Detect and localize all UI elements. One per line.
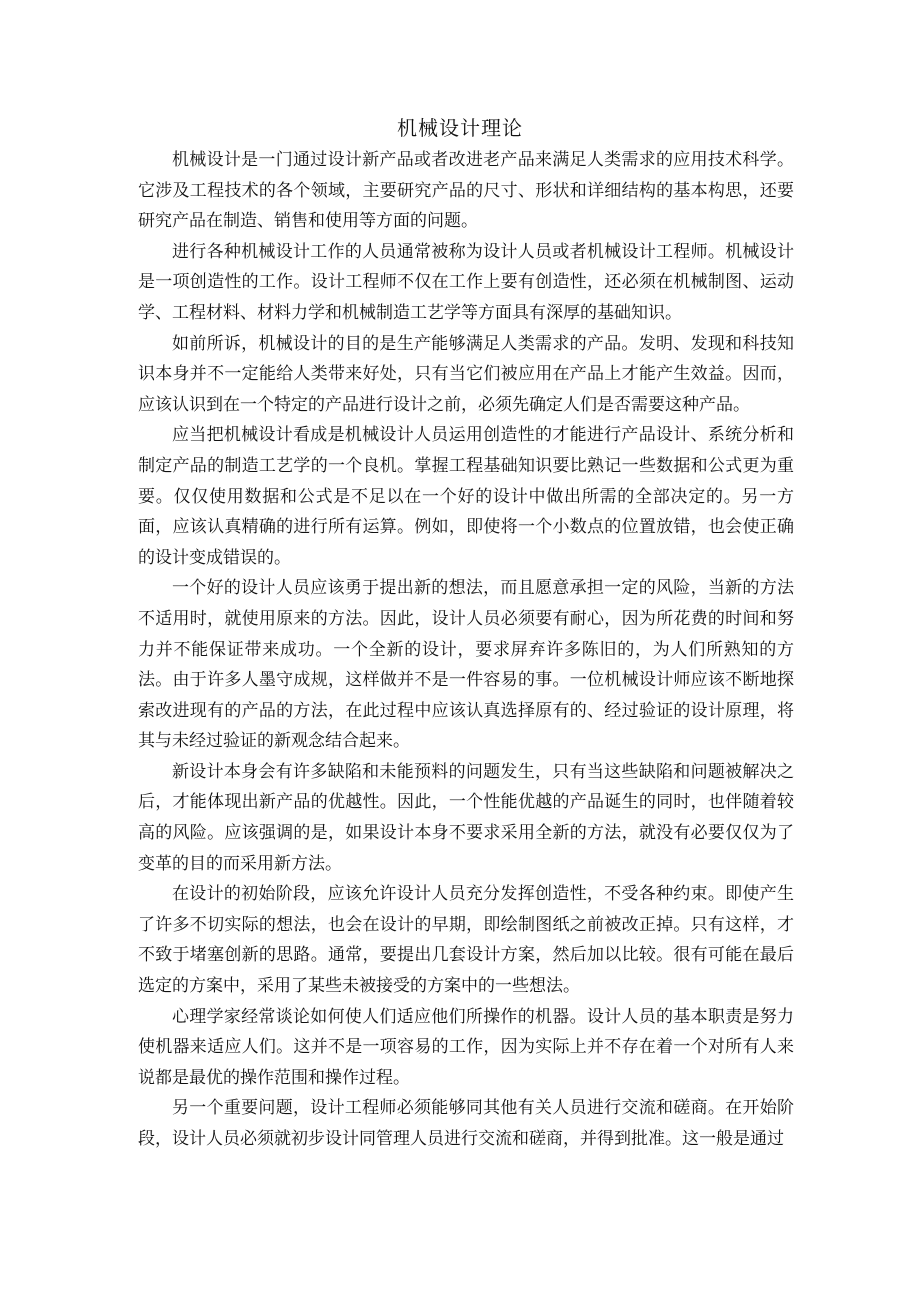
paragraph: 另一个重要问题，设计工程师必须能够同其他有关人员进行交流和磋商。在开始阶段，设计人员必须就初步设计同管理人员进行交流和磋商，并得到批准。这一般是通过 bbox=[138, 1098, 794, 1149]
paragraph: 如前所诉，机械设计的目的是生产能够满足人类需求的产品。发明、发现和科技知识本身并不一定能给人类带来好处，只有当它们被应用在产品上才能产生效益。因而，应该认识到在一个特定的产品进行设计之前，必须先确定人们是否需要这种产品。 bbox=[138, 333, 794, 415]
paragraph: 一个好的设计人员应该勇于提出新的想法，而且愿意承担一定的风险，当新的方法不适用时，就使用原来的方法。因此，设计人员必须要有耐心，因为所花费的时间和努力并不能保证带来成功。一个全新的设计，要求屏弃许多陈旧的，为人们所熟知的方法。由于许多人墨守成规，这样做并不是一件容易的事。一位机械设计师应该不断地探索改进现有的产品的方法，在此过程中应该认真选择原有的、经过验证的设计原理，将其与未经过验证的新观念结合起来。 bbox=[138, 578, 794, 752]
paragraph: 应当把机械设计看成是机械设计人员运用创造性的才能进行产品设计、系统分析和制定产品的制造工艺学的一个良机。掌握工程基础知识要比熟记一些数据和公式更为重要。仅仅使用数据和公式是不足以在一个好的设计中做出所需的全部决定的。另一方面，应该认真精确的进行所有运算。例如，即使将一个小数点的位置放错，也会使正确的设计变成错误的。 bbox=[138, 425, 794, 568]
paragraph: 进行各种机械设计工作的人员通常被称为设计人员或者机械设计工程师。机械设计是一项创造性的工作。设计工程师不仅在工作上要有创造性，还必须在机械制图、运动学、工程材料、材料力学和机械制造工艺学等方面具有深厚的基础知识。 bbox=[138, 241, 794, 323]
paragraph: 机械设计是一门通过设计新产品或者改进老产品来满足人类需求的应用技术科学。它涉及工程技术的各个领域，主要研究产品的尺寸、形状和详细结构的基本构思，还要研究产品在制造、销售和使用等方面的问题。 bbox=[138, 150, 794, 232]
document-body bbox=[138, 145, 794, 1155]
document-title: 机械设计理论 bbox=[397, 116, 523, 140]
paragraph: 心理学家经常谈论如何使人们适应他们所操作的机器。设计人员的基本职责是努力使机器来适应人们。这并不是一项容易的工作，因为实际上并不存在着一个对所有人来说都是最优的操作范围和操作过程。 bbox=[138, 1006, 794, 1088]
paragraph: 新设计本身会有许多缺陷和未能预料的问题发生，只有当这些缺陷和问题被解决之后，才能体现出新产品的优越性。因此，一个性能优越的产品诞生的同时，也伴随着较高的风险。应该强调的是，如果设计本身不要求采用全新的方法，就没有必要仅仅为了变革的目的而采用新方法。 bbox=[138, 761, 794, 874]
paragraph: 在设计的初始阶段，应该允许设计人员充分发挥创造性，不受各种约束。即使产生了许多不切实际的想法，也会在设计的早期，即绘制图纸之前被改正掉。只有这样，才不致于堵塞创新的思路。通常，要提出几套设计方案，然后加以比较。很有可能在最后选定的方案中，采用了某些未被接受的方案中的一些想法。 bbox=[138, 884, 794, 997]
